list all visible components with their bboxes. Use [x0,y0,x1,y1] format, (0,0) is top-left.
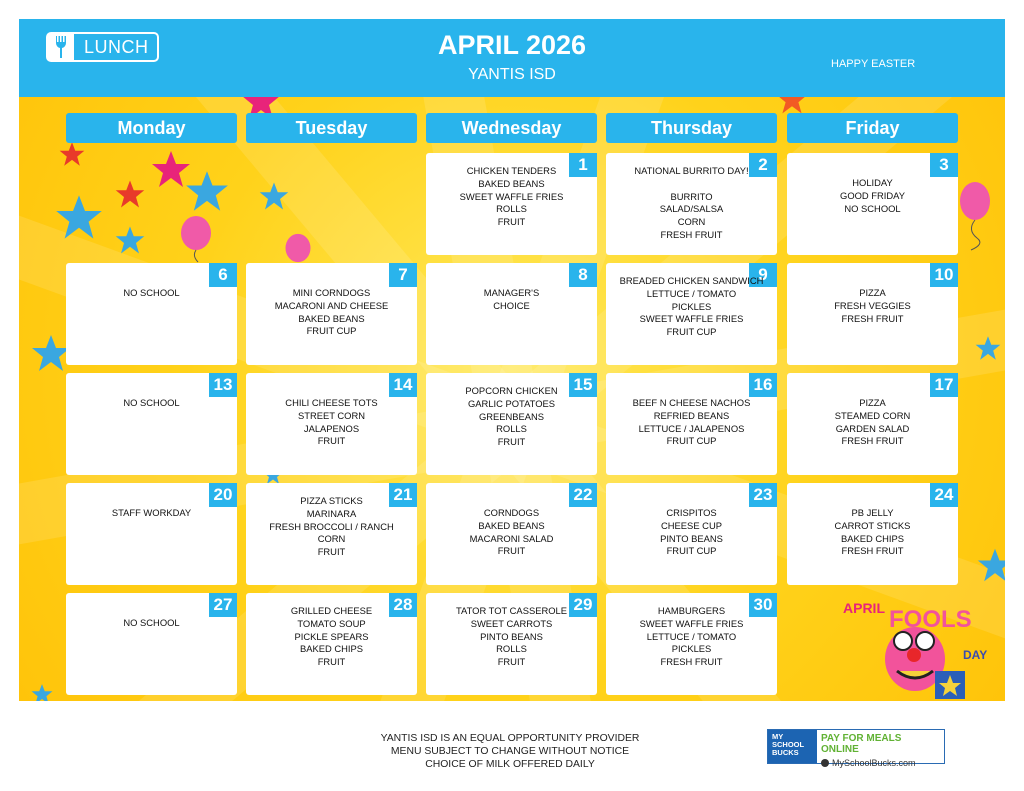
menu-item: NO SCHOOL [123,617,180,628]
day-cell-13 [66,373,237,475]
menu-item: CORNDOGS [483,507,540,518]
menu-item: GARDEN SALAD [835,422,910,434]
star-icon [115,179,145,209]
msb-brand-line: BUCKS [772,748,799,757]
star-icon [259,181,289,211]
menu-item: CORN [677,216,706,228]
menu-item: LETTUCE / TOMATO [646,630,737,642]
day-cell-3 [787,153,958,255]
menu-list [250,397,413,448]
msb-brand-line: MY [772,732,784,741]
msb-brand-line: SCHOOL [772,740,805,749]
balloon-icon [179,215,213,263]
menu-item: FRESH BROCCOLI / RANCH [269,520,394,532]
menu-item: ROLLS [496,203,527,215]
date-number: 27 [209,593,237,617]
day-cell-16 [606,373,777,475]
myschoolbucks-badge[interactable] [767,729,945,768]
menu-list [70,507,233,520]
day-cell-8 [426,263,597,365]
menu-item: PIZZA [859,397,886,408]
star-icon [31,333,71,373]
date-number: 21 [389,483,417,507]
district-name: YANTIS ISD [468,66,556,83]
menu-item: TOMATO SOUP [297,617,366,629]
date-number: 17 [930,373,958,397]
day-cell-30 [606,593,777,695]
calendar-area [19,97,1005,701]
menu-item: BREADED CHICKEN SANDWICH [619,275,764,286]
menu-item: FRUIT [497,436,526,448]
menu-item: CRISPITOS [666,507,717,518]
menu-list [70,287,233,300]
menu-list [70,397,233,410]
menu-list [791,397,954,448]
april-fools-text: DAY [963,648,988,662]
menu-list [610,165,773,242]
menu-item: SWEET WAFFLE FRIES [639,617,744,629]
menu-item: CHEESE CUP [661,519,722,531]
star-icon [185,169,229,213]
footer-notice [300,733,720,771]
date-number: 9 [749,263,777,287]
menu-item: CARROT STICKS [834,519,911,531]
day-cell-29 [426,593,597,695]
menu-item: PINTO BEANS [480,630,543,642]
menu-item: PB JELLY [851,507,894,518]
menu-item: JALAPENOS [303,422,360,434]
menu-list [430,507,593,558]
menu-item: BAKED BEANS [298,312,365,324]
menu-list [250,287,413,338]
menu-item [610,178,773,191]
date-number: 15 [569,373,597,397]
menu-item: REFRIED BEANS [653,409,730,421]
menu-item: STEAMED CORN [834,409,911,421]
menu-item: BAKED BEANS [478,177,545,189]
date-number: 3 [930,153,958,177]
day-header-tuesday: Tuesday [246,113,417,143]
menu-item: SWEET WAFFLE FRIES [639,313,744,325]
menu-item: CORN [317,533,346,545]
day-cell-23 [606,483,777,585]
menu-item: PIZZA STICKS [300,495,363,506]
menu-item: FRUIT CUP [666,326,717,338]
balloon-icon [957,181,993,251]
star-icon [55,193,103,241]
menu-item: NO SCHOOL [123,287,180,298]
menu-item: BAKED CHIPS [840,532,905,544]
menu-list [791,287,954,325]
logo-text: LUNCH [84,36,149,57]
msb-pay-text: PAY FOR MEALS ONLINE [821,733,902,755]
date-number: 22 [569,483,597,507]
menu-item: BEEF N CHEESE NACHOS [632,397,751,408]
day-cell-20 [66,483,237,585]
menu-list [430,165,593,229]
menu-list [70,617,233,630]
menu-item: FRUIT [497,545,526,557]
menu-item: PICKLES [671,643,712,655]
menu-item: MARINARA [306,507,357,519]
menu-item: NO SCHOOL [844,202,901,214]
day-cell-10 [787,263,958,365]
menu-list [250,495,413,559]
april-fools-text: FOOLS [889,606,972,633]
menu-item: CHILI CHEESE TOTS [285,397,378,408]
date-number: 8 [569,263,597,287]
date-number: 30 [749,593,777,617]
menu-item: SWEET WAFFLE FRIES [459,190,564,202]
menu-item: GRILLED CHEESE [290,605,373,616]
day-header-friday: Friday [787,113,958,143]
menu-item: LETTUCE / TOMATO [646,287,737,299]
day-cell-9 [606,263,777,365]
star-icon [59,141,85,167]
menu-item: BAKED CHIPS [299,643,364,655]
menu-item: FRUIT [317,546,346,558]
menu-item: FRUIT [317,656,346,668]
date-number: 28 [389,593,417,617]
menu-list [610,397,773,448]
menu-item: SWEET CARROTS [470,617,553,629]
date-number: 29 [569,593,597,617]
day-cell-14 [246,373,417,475]
star-icon [115,225,145,255]
menu-item: PINTO BEANS [660,532,723,544]
date-number: 23 [749,483,777,507]
day-header-wednesday: Wednesday [426,113,597,143]
menu-list [610,507,773,558]
menu-item: LETTUCE / JALAPENOS [638,422,745,434]
menu-item: MINI CORNDOGS [292,287,371,298]
msb-brand [768,730,817,763]
date-number: 2 [749,153,777,177]
star-icon [975,335,1001,361]
day-header-thursday: Thursday [606,113,777,143]
april-fools-art [825,575,1005,701]
menu-item: FRESH FRUIT [841,435,904,447]
menu-item: FRUIT CUP [666,435,717,447]
globe-icon [821,759,829,767]
date-number: 1 [569,153,597,177]
menu-item: STAFF WORKDAY [111,507,192,518]
menu-item: GREENBEANS [478,410,545,422]
footer-line: CHOICE OF MILK OFFERED DAILY [425,758,595,770]
menu-item: MANAGER'S [483,287,540,298]
date-number: 7 [389,263,417,287]
menu-item: ROLLS [496,423,527,435]
day-cell-15 [426,373,597,475]
menu-item: FRESH VEGGIES [834,299,911,311]
menu-list [430,605,593,669]
star-icon [31,683,53,701]
menu-item: STREET CORN [297,409,366,421]
page-title: APRIL 2026 [437,30,587,60]
day-cell-1 [426,153,597,255]
day-cell-2 [606,153,777,255]
menu-item: BURRITO [670,190,713,202]
menu-list [430,385,593,449]
menu-item: FRESH FRUIT [841,545,904,557]
menu-item: FRESH FRUIT [841,312,904,324]
menu-list [610,275,773,339]
day-header-monday: Monday [66,113,237,143]
menu-item: NO SCHOOL [123,397,180,408]
menu-list [791,177,954,215]
day-cell-7 [246,263,417,365]
date-number: 16 [749,373,777,397]
msb-url[interactable] [821,758,940,768]
menu-item: MACARONI AND CHEESE [274,299,389,311]
day-cell-21 [246,483,417,585]
menu-item: SALAD/SALSA [659,203,724,215]
day-cell-17 [787,373,958,475]
menu-item: FRESH FRUIT [660,656,723,668]
date-number: 20 [209,483,237,507]
date-number: 10 [930,263,958,287]
footer-line: MENU SUBJECT TO CHANGE WITHOUT NOTICE [390,745,630,757]
menu-list [791,507,954,558]
menu-item: POPCORN CHICKEN [465,385,558,396]
menu-item: HAMBURGERS [657,605,726,616]
day-cell-27 [66,593,237,695]
menu-item: BAKED BEANS [478,519,545,531]
footer-line: YANTIS ISD IS AN EQUAL OPPORTUNITY PROVIDER [380,733,640,744]
menu-item: NATIONAL BURRITO DAY! [634,165,749,176]
date-number: 6 [209,263,237,287]
day-cell-6 [66,263,237,365]
menu-item: PICKLES [671,300,712,312]
date-number: 14 [389,373,417,397]
day-cell-28 [246,593,417,695]
menu-item: CHOICE [493,299,530,311]
menu-item: CHICKEN TENDERS [466,165,557,176]
menu-item: GARLIC POTATOES [468,397,555,409]
msb-url-text: MySchoolBucks.com [832,758,916,768]
menu-list [250,605,413,669]
menu-item: FRUIT [497,656,526,668]
menu-item: HOLIDAY [852,177,893,188]
menu-item: FRUIT CUP [666,545,717,557]
menu-item: TATOR TOT CASSEROLE [456,605,567,616]
menu-item: GOOD FRIDAY [840,189,905,201]
menu-item: FRUIT CUP [306,325,357,337]
menu-list [430,287,593,313]
menu-item: FRUIT [497,216,526,228]
menu-item: FRESH FRUIT [660,228,723,240]
menu-list [610,605,773,669]
day-cell-24 [787,483,958,585]
menu-item: PIZZA [859,287,886,298]
date-number: 13 [209,373,237,397]
menu-item: FRUIT [317,435,346,447]
day-cell-22 [426,483,597,585]
menu-item: MACARONI SALAD [469,532,554,544]
header-banner [19,19,1005,97]
menu-item: PICKLE SPEARS [294,630,369,642]
menu-item: ROLLS [496,643,527,655]
holiday-note: HAPPY EASTER [831,58,916,70]
april-fools-text: APRIL [843,600,885,616]
date-number: 24 [930,483,958,507]
